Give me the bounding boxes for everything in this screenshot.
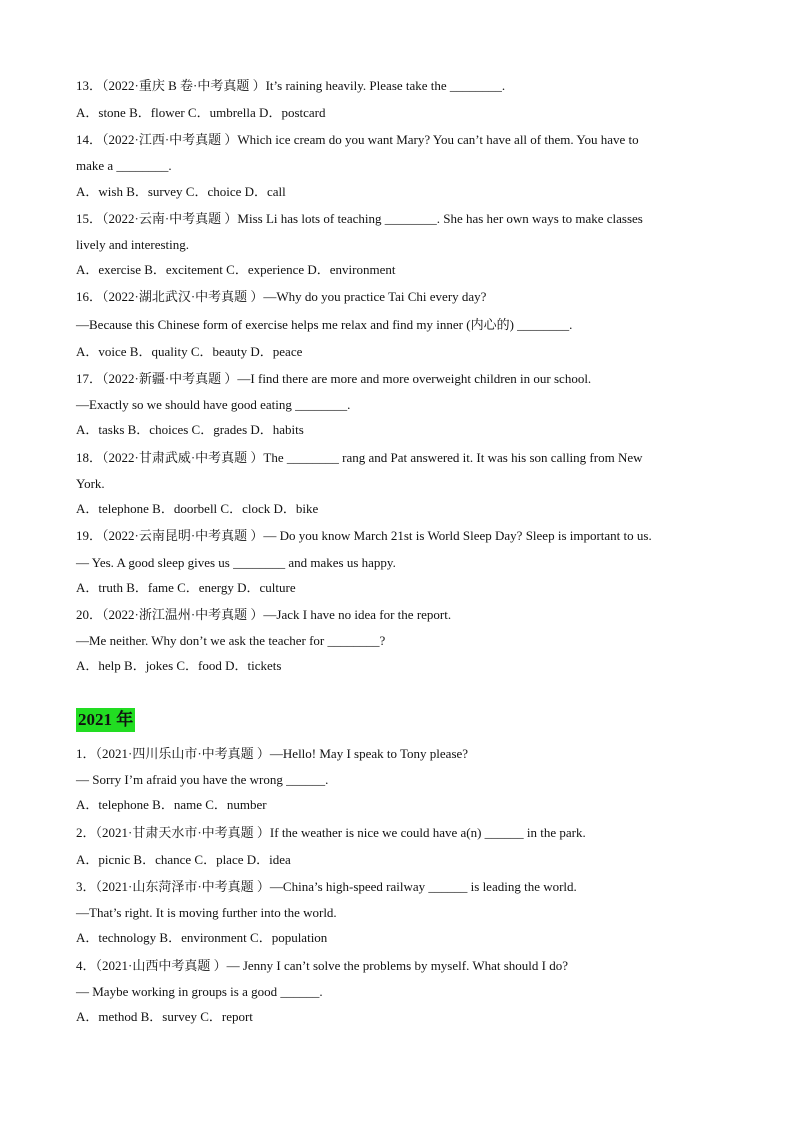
question-15-options: A．exercise B．excitement C．experience D．environment	[76, 262, 396, 277]
question-15-continuation: lively and interesting.	[76, 237, 190, 252]
question-2021-4-stem: 4．（2021·山西中考真题 ）— Jenny I can’t solve the problems by myself. What should I do?	[76, 958, 569, 973]
question-2021-3-stem: 3．（2021·山东菏泽市·中考真题 ）—China’s high-speed railway ______ is leading the world.	[76, 879, 577, 894]
question-20-options: A．help B．jokes C．food D．tickets	[76, 658, 282, 673]
question-2021-4-options: A．method B．survey C．report	[76, 1009, 253, 1024]
question-2021-1-continuation: — Sorry I’m afraid you have the wrong ______.	[76, 772, 329, 787]
question-19-options: A．truth B．fame C．energy D．culture	[76, 580, 296, 595]
question-17-options: A．tasks B．choices C．grades D．habits	[76, 422, 304, 437]
question-17-continuation: —Exactly so we should have good eating ________.	[76, 397, 351, 412]
question-14-continuation: make a ________.	[76, 158, 172, 173]
section-heading-2021: 2021 年	[76, 708, 135, 732]
question-2021-3-continuation: —That’s right. It is moving further into the world.	[76, 905, 337, 920]
question-16-options: A．voice B．quality C．beauty D．peace	[76, 344, 303, 359]
question-2021-2-options: A．picnic B．chance C．place D．idea	[76, 852, 291, 867]
question-18-continuation: York.	[76, 476, 105, 491]
question-2021-3-options: A．technology B．environment C．population	[76, 930, 328, 945]
question-13-options: A．stone B．flower C．umbrella D．postcard	[76, 105, 326, 120]
question-15-stem: 15．（2022·云南·中考真题 ）Miss Li has lots of teaching ________. She has her own ways to make classes	[76, 211, 643, 226]
question-2021-4-continuation: — Maybe working in groups is a good ______.	[76, 984, 323, 999]
question-16-stem: 16．（2022·湖北武汉·中考真题 ）—Why do you practice Tai Chi every day?	[76, 289, 487, 304]
question-2021-1-options: A．telephone B．name C．number	[76, 797, 267, 812]
question-20-continuation: —Me neither. Why don’t we ask the teacher for ________?	[76, 633, 386, 648]
question-14-options: A．wish B．survey C．choice D．call	[76, 184, 286, 199]
question-2021-2-stem: 2．（2021·甘肃天水市·中考真题 ）If the weather is nice we could have a(n) ______ in the park.	[76, 825, 586, 840]
question-18-options: A．telephone B．doorbell C．clock D．bike	[76, 501, 319, 516]
question-2021-1-stem: 1．（2021·四川乐山市·中考真题 ）—Hello! May I speak to Tony please?	[76, 746, 469, 761]
question-17-stem: 17．（2022·新疆·中考真题 ）—I find there are more and more overweight children in our school.	[76, 371, 592, 386]
question-16-continuation: —Because this Chinese form of exercise helps me relax and find my inner (内心的) ________.	[76, 317, 573, 332]
question-18-stem: 18．（2022·甘肃武威·中考真题 ）The ________ rang and Pat answered it. It was his son calling from New	[76, 450, 643, 465]
question-14-stem: 14．（2022·江西·中考真题 ）Which ice cream do you want Mary? You can’t have all of them. You have to	[76, 132, 639, 147]
question-20-stem: 20．（2022·浙江温州·中考真题 ）—Jack I have no idea for the report.	[76, 607, 452, 622]
question-13-stem: 13．（2022·重庆 B 卷·中考真题 ）It’s raining heavily. Please take the ________.	[76, 78, 506, 93]
question-19-stem: 19．（2022·云南昆明·中考真题 ）— Do you know March 21st is World Sleep Day? Sleep is important to us.	[76, 528, 652, 543]
question-19-continuation: — Yes. A good sleep gives us ________ and makes us happy.	[76, 555, 396, 570]
